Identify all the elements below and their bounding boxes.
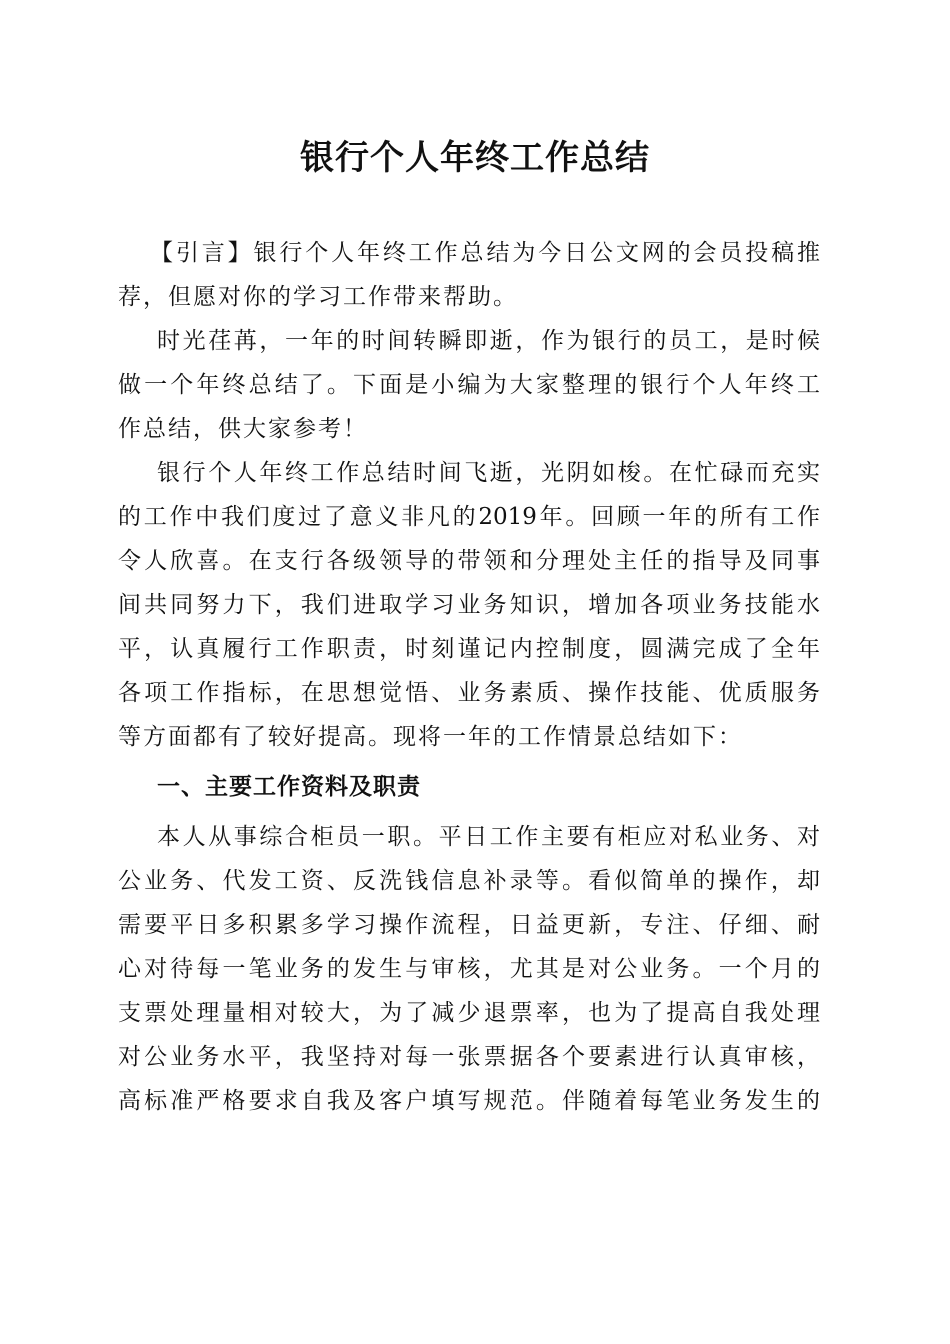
paragraph-line: 的工作中我们度过了意义非凡的2019年。回顾一年的所有工作: [118, 504, 820, 530]
paragraph-line: 对公业务水平，我坚持对每一张票据各个要素进行认真审核，: [118, 1044, 820, 1070]
paragraph-line: 令人欣喜。在支行各级领导的带领和分理处主任的指导及同事: [118, 548, 820, 574]
paragraph-line: 需要平日多积累多学习操作流程，日益更新，专注、仔细、耐: [118, 912, 820, 938]
section-heading: 一、主要工作资料及职责: [157, 774, 421, 800]
paragraph-intro-line: 【引言】银行个人年终工作总结为今日公文网的会员投稿推: [150, 240, 820, 266]
paragraph-line: 支票处理量相对较大，为了减少退票率，也为了提高自我处理: [118, 1000, 820, 1026]
paragraph-line: 各项工作指标，在思想觉悟、业务素质、操作技能、优质服务: [118, 680, 820, 706]
paragraph-line: 公业务、代发工资、反洗钱信息补录等。看似简单的操作，却: [118, 868, 820, 894]
paragraph-line: 心对待每一笔业务的发生与审核，尤其是对公业务。一个月的: [118, 956, 820, 982]
paragraph-intro-line: 荐，但愿对你的学习工作带来帮助。: [118, 284, 518, 310]
document-body: [118, 231, 820, 1123]
document-title: 银行个人年终工作总结: [300, 138, 650, 178]
paragraph-line: 本人从事综合柜员一职。平日工作主要有柜应对私业务、对: [157, 824, 820, 850]
paragraph-line: 银行个人年终工作总结时间飞逝，光阴如梭。在忙碌而充实: [157, 460, 820, 486]
paragraph-line: 做一个年终总结了。下面是小编为大家整理的银行个人年终工: [118, 372, 820, 398]
paragraph-line: 高标准严格要求自我及客户填写规范。伴随着每笔业务发生的: [118, 1088, 820, 1114]
paragraph-line: 平，认真履行工作职责，时刻谨记内控制度，圆满完成了全年: [118, 636, 820, 662]
paragraph-line: 时光荏苒，一年的时间转瞬即逝，作为银行的员工，是时候: [157, 328, 820, 354]
paragraph-line: 间共同努力下，我们进取学习业务知识，增加各项业务技能水: [118, 592, 820, 618]
paragraph-line: 等方面都有了较好提高。现将一年的工作情景总结如下：: [118, 724, 743, 750]
paragraph-line: 作总结，供大家参考！: [118, 416, 368, 442]
